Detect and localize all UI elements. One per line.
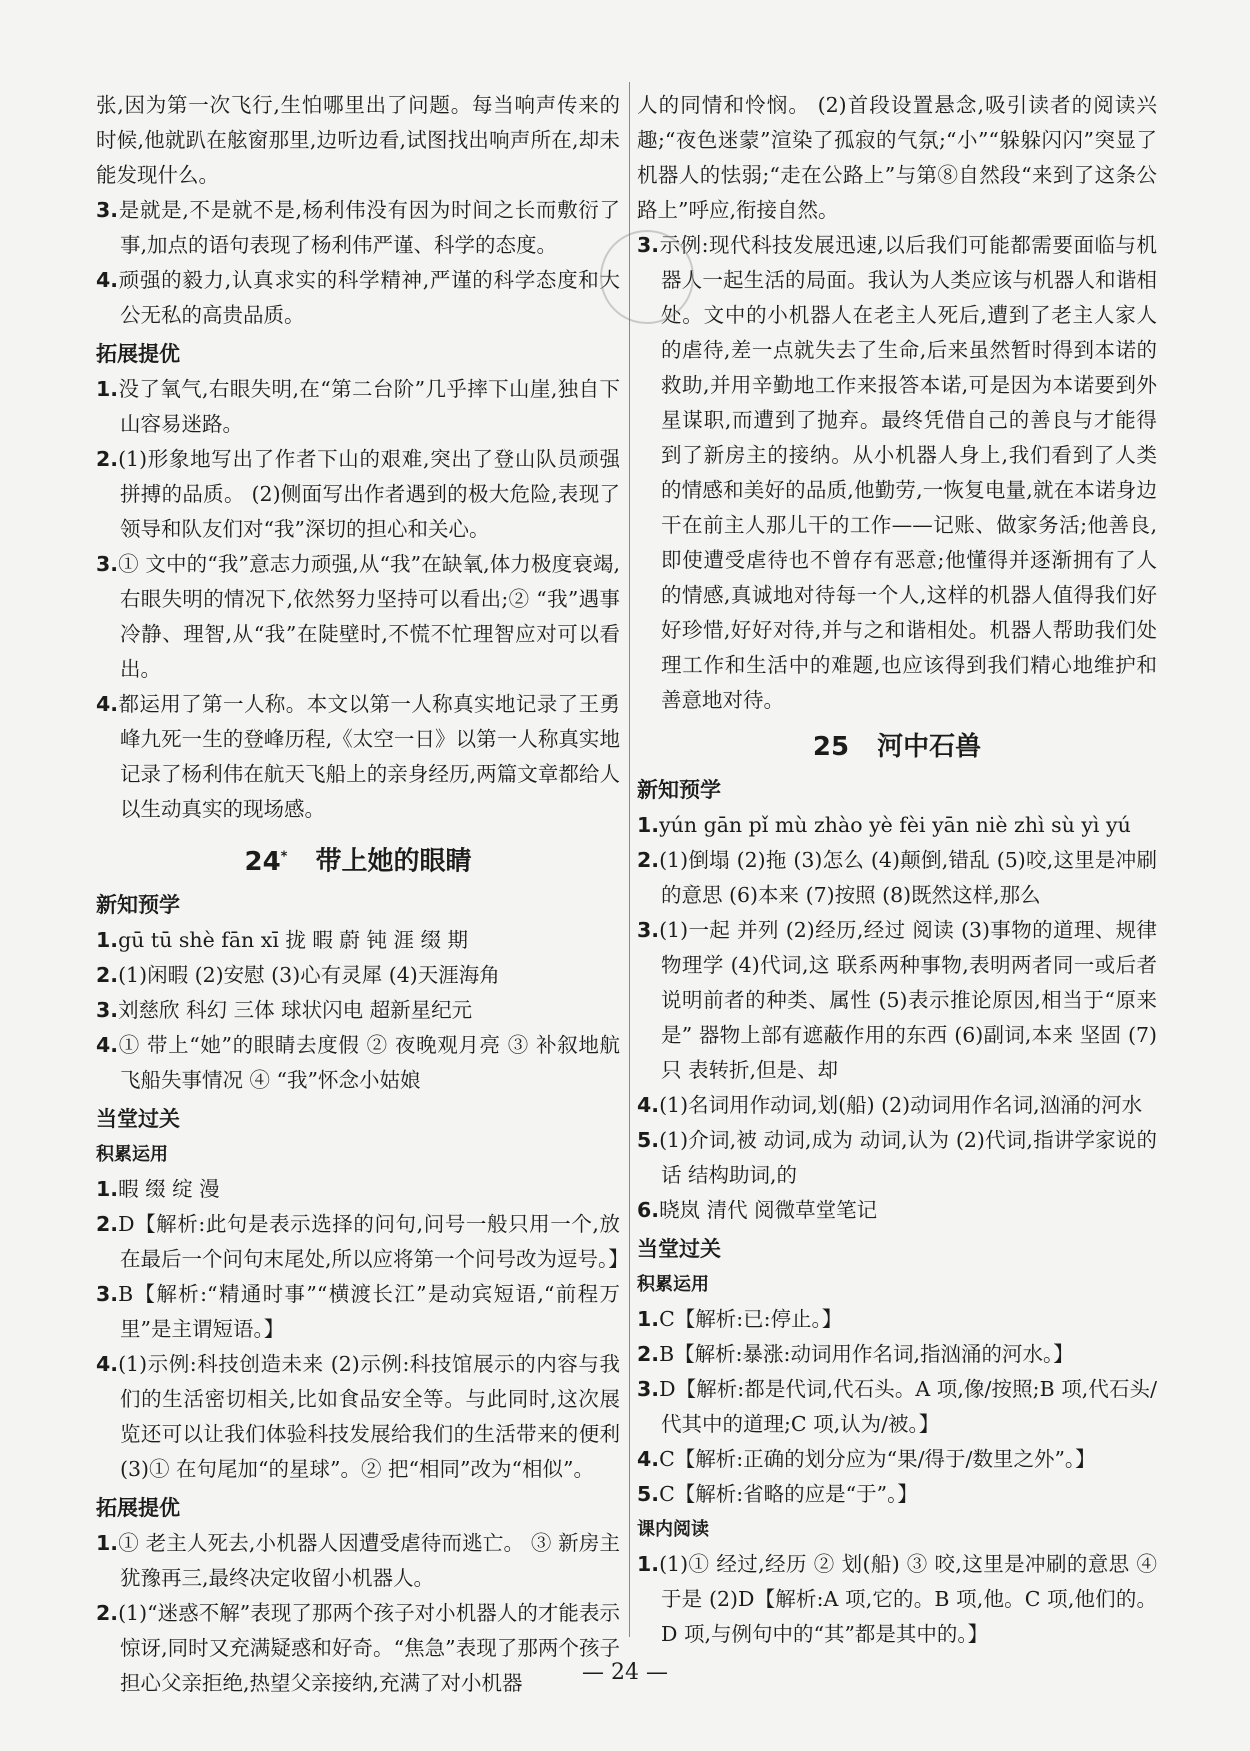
left-items-d xyxy=(96,1172,629,1487)
section-heading: 当堂过关 xyxy=(96,1106,180,1131)
right-items-a xyxy=(637,228,1157,718)
list-item: 4.① 带上“她”的眼睛去度假 ② 夜晚观月亮 ③ 补叙地航飞船失事情况 ④ “我”怀念小姑娘 xyxy=(96,1032,620,1092)
list-item: 2.(1)闲暇 (2)安慰 (3)心有灵犀 (4)天涯海角 xyxy=(96,962,500,987)
list-item: 5.(1)介词,被 动词,成为 动词,认为 (2)代词,指讲学家说的话 结构助词,的 xyxy=(637,1128,1157,1187)
lesson-25-title: 25 河中石兽 xyxy=(812,732,982,762)
list-item: 2.D【解析:此句是表示选择的问句,问号一般只用一个,放在最后一个问句末尾处,所以应将第一个问号改为逗号。】 xyxy=(96,1211,629,1271)
section-heading: 新知预学 xyxy=(637,778,721,802)
list-item: 1.gū tū shè fān xī 拢 暇 蔚 钝 涯 缀 期 xyxy=(96,927,468,952)
right-intro: 人的同情和怜悯。 (2)首段设置悬念,吸引读者的阅读兴趣;“夜色迷蒙”渲染了孤寂的气氛;“小”“躲躲闪闪”突显了机器人的怯弱;“走在公路上”与第⑧自然段“来到了这条公路上”呼应,衔接自然。 xyxy=(637,93,1157,222)
list-item: 2.(1)形象地写出了作者下山的艰难,突出了登山队员顽强拼搏的品质。 (2)侧面写出作者遇到的极大危险,表现了领导和队友们对“我”深切的担心和关心。 xyxy=(96,447,620,541)
subsection-heading: 积累运用 xyxy=(637,1274,709,1295)
list-item: 3.示例:现代科技发展迅速,以后我们可能都需要面临与机器人一起生活的局面。我认为人类应该与机器人和谐相处。文中的小机器人在老主人死后,遭到了老主人家人的虐待,差一点就失去了生命,后来虽然暂时得到本诺的救助,并用辛勤地工作来报答本诺,可是因为本诺要到外星谋职,而遭到了抛弃。最终凭借自己的善良与才能得到了新房主的接纳。从小机器人身上,我们看到了人类的情感和美好的品质,他勤劳,一恢复电量,就在本诺身边干在前主人那儿干的工作——记账、做家务活;他善良,即使遭受虐待也不曾存有恶意;他懂得并逐渐拥有了人的情感,真诚地对待每一个人,这样的机器人值得我们好好珍惜,好好对待,并与之和谐相处。机器人帮助我们处理工作和生活中的难题,也应该得到我们精心地维护和善意地对待。 xyxy=(637,233,1157,712)
list-item: 2.(1)“迷惑不解”表现了那两个孩子对小机器人的才能表示惊讶,同时又充满疑惑和好奇。“焦急”表现了那两个孩子担心父亲拒绝,热望父亲接纳,充满了对小机器 xyxy=(96,1600,620,1695)
right-items-b xyxy=(637,808,1157,1228)
list-item: 4.都运用了第一人称。本文以第一人称真实地记录了王勇峰九死一生的登峰历程,《太空一日》以第一人称真实地记录了杨利伟在航天飞船上的亲身经历,两篇文章都给人以生动真实的现场感。 xyxy=(96,692,620,821)
list-item: 4.(1)名词用作动词,划(船) (2)动词用作名词,汹涌的河水 xyxy=(637,1093,1143,1117)
list-item: 1.没了氧气,右眼失明,在“第二台阶”几乎摔下山崖,独自下山容易迷路。 xyxy=(96,377,620,436)
list-item: 1.(1)① 经过,经历 ② 划(船) ③ 咬,这里是冲刷的意思 ④ 于是 (2)D【解析:A 项,它的。B 项,他。C 项,他们的。D 项,与例句中的“其”都是其中的。】 xyxy=(637,1552,1157,1646)
section-heading: 拓展提优 xyxy=(96,342,180,366)
subsection-heading: 课内阅读 xyxy=(637,1519,709,1540)
list-item: 1.yún gān pǐ mù zhào yè fèi yān niè zhì sù yì yú xyxy=(637,813,1131,837)
list-item: 1.暇 缀 绽 漫 xyxy=(96,1176,220,1201)
page-number: — 24 — xyxy=(582,1660,668,1685)
left-intro: 张,因为第一次飞行,生怕哪里出了问题。每当响声传来的时候,他就趴在舷窗那里,边听边看,试图找出响声所在,却未能发现什么。 xyxy=(96,93,620,187)
list-item: 4.(1)示例:科技创造未来 (2)示例:科技馆展示的内容与我们的生活密切相关,比如食品安全等。与此同时,这次展览还可以让我们体验科技发展给我们的生活带来的便利 (3)① 在句尾加“的星球”。② 把“相同”改为“相似”。 xyxy=(96,1351,620,1481)
list-item: 3.① 文中的“我”意志力顽强,从“我”在缺氧,体力极度衰竭,右眼失明的情况下,依然努力坚持可以看出;② “我”遇事冷静、理智,从“我”在陡壁时,不慌不忙理智应对可以看出。 xyxy=(96,552,620,681)
section-heading: 当堂过关 xyxy=(637,1237,721,1261)
left-items-a xyxy=(96,193,620,333)
list-item: 2.B【解析:暴涨:动词用作名词,指汹涌的河水。】 xyxy=(637,1342,1074,1366)
list-item: 6.晓岚 清代 阅微草堂笔记 xyxy=(637,1198,878,1222)
list-item: 3.D【解析:都是代词,代石头。A 项,像/按照;B 项,代石头/代其中的道理;C 项,认为/被。】 xyxy=(637,1377,1157,1436)
right-column xyxy=(637,88,1157,1652)
lesson-24-title: 24* 带上她的眼睛 xyxy=(244,846,472,877)
left-column xyxy=(96,88,629,1701)
list-item: 3.(1)一起 并列 (2)经历,经过 阅读 (3)事物的道理、规律 物理学 (4)代词,这 联系两种事物,表明两者同一或后者说明前者的种类、属性 (5)表示推论原因,相当于“原来是” 器物上部有遮蔽作用的东西 (6)副词,本来 坚固 (7)只 表转折,但是、却 xyxy=(637,918,1157,1082)
right-items-c xyxy=(637,1302,1157,1512)
list-item: 3.B【解析:“精通时事”“横渡长江”是动宾短语,“前程万里”是主谓短语。】 xyxy=(96,1281,620,1341)
list-item: 2.(1)倒塌 (2)拖 (3)怎么 (4)颠倒,错乱 (5)咬,这里是冲刷的意思 (6)本来 (7)按照 (8)既然这样,那么 xyxy=(637,848,1157,907)
list-item: 1.C【解析:已:停止。】 xyxy=(637,1307,843,1331)
list-item: 4.C【解析:正确的划分应为“果/得于/数里之外”。】 xyxy=(637,1447,1096,1471)
section-heading: 新知预学 xyxy=(96,892,180,917)
right-items-d xyxy=(637,1547,1157,1652)
section-heading: 拓展提优 xyxy=(96,1495,180,1520)
subsection-heading: 积累运用 xyxy=(96,1143,168,1165)
list-item: 3.刘慈欣 科幻 三体 球状闪电 超新星纪元 xyxy=(96,997,473,1022)
list-item: 5.C【解析:省略的应是“于”。】 xyxy=(637,1482,918,1506)
stamp-watermark-icon xyxy=(600,230,694,324)
left-items-b xyxy=(96,372,620,827)
list-item: 4.顽强的毅力,认真求实的科学精神,严谨的科学态度和大公无私的高贵品质。 xyxy=(96,268,620,327)
left-items-c xyxy=(96,923,620,1098)
list-item: 3.是就是,不是就不是,杨利伟没有因为时间之长而敷衍了事,加点的语句表现了杨利伟严谨、科学的态度。 xyxy=(96,198,620,257)
list-item: 1.① 老主人死去,小机器人因遭受虐待而逃亡。 ③ 新房主犹豫再三,最终决定收留小机器人。 xyxy=(96,1530,620,1590)
